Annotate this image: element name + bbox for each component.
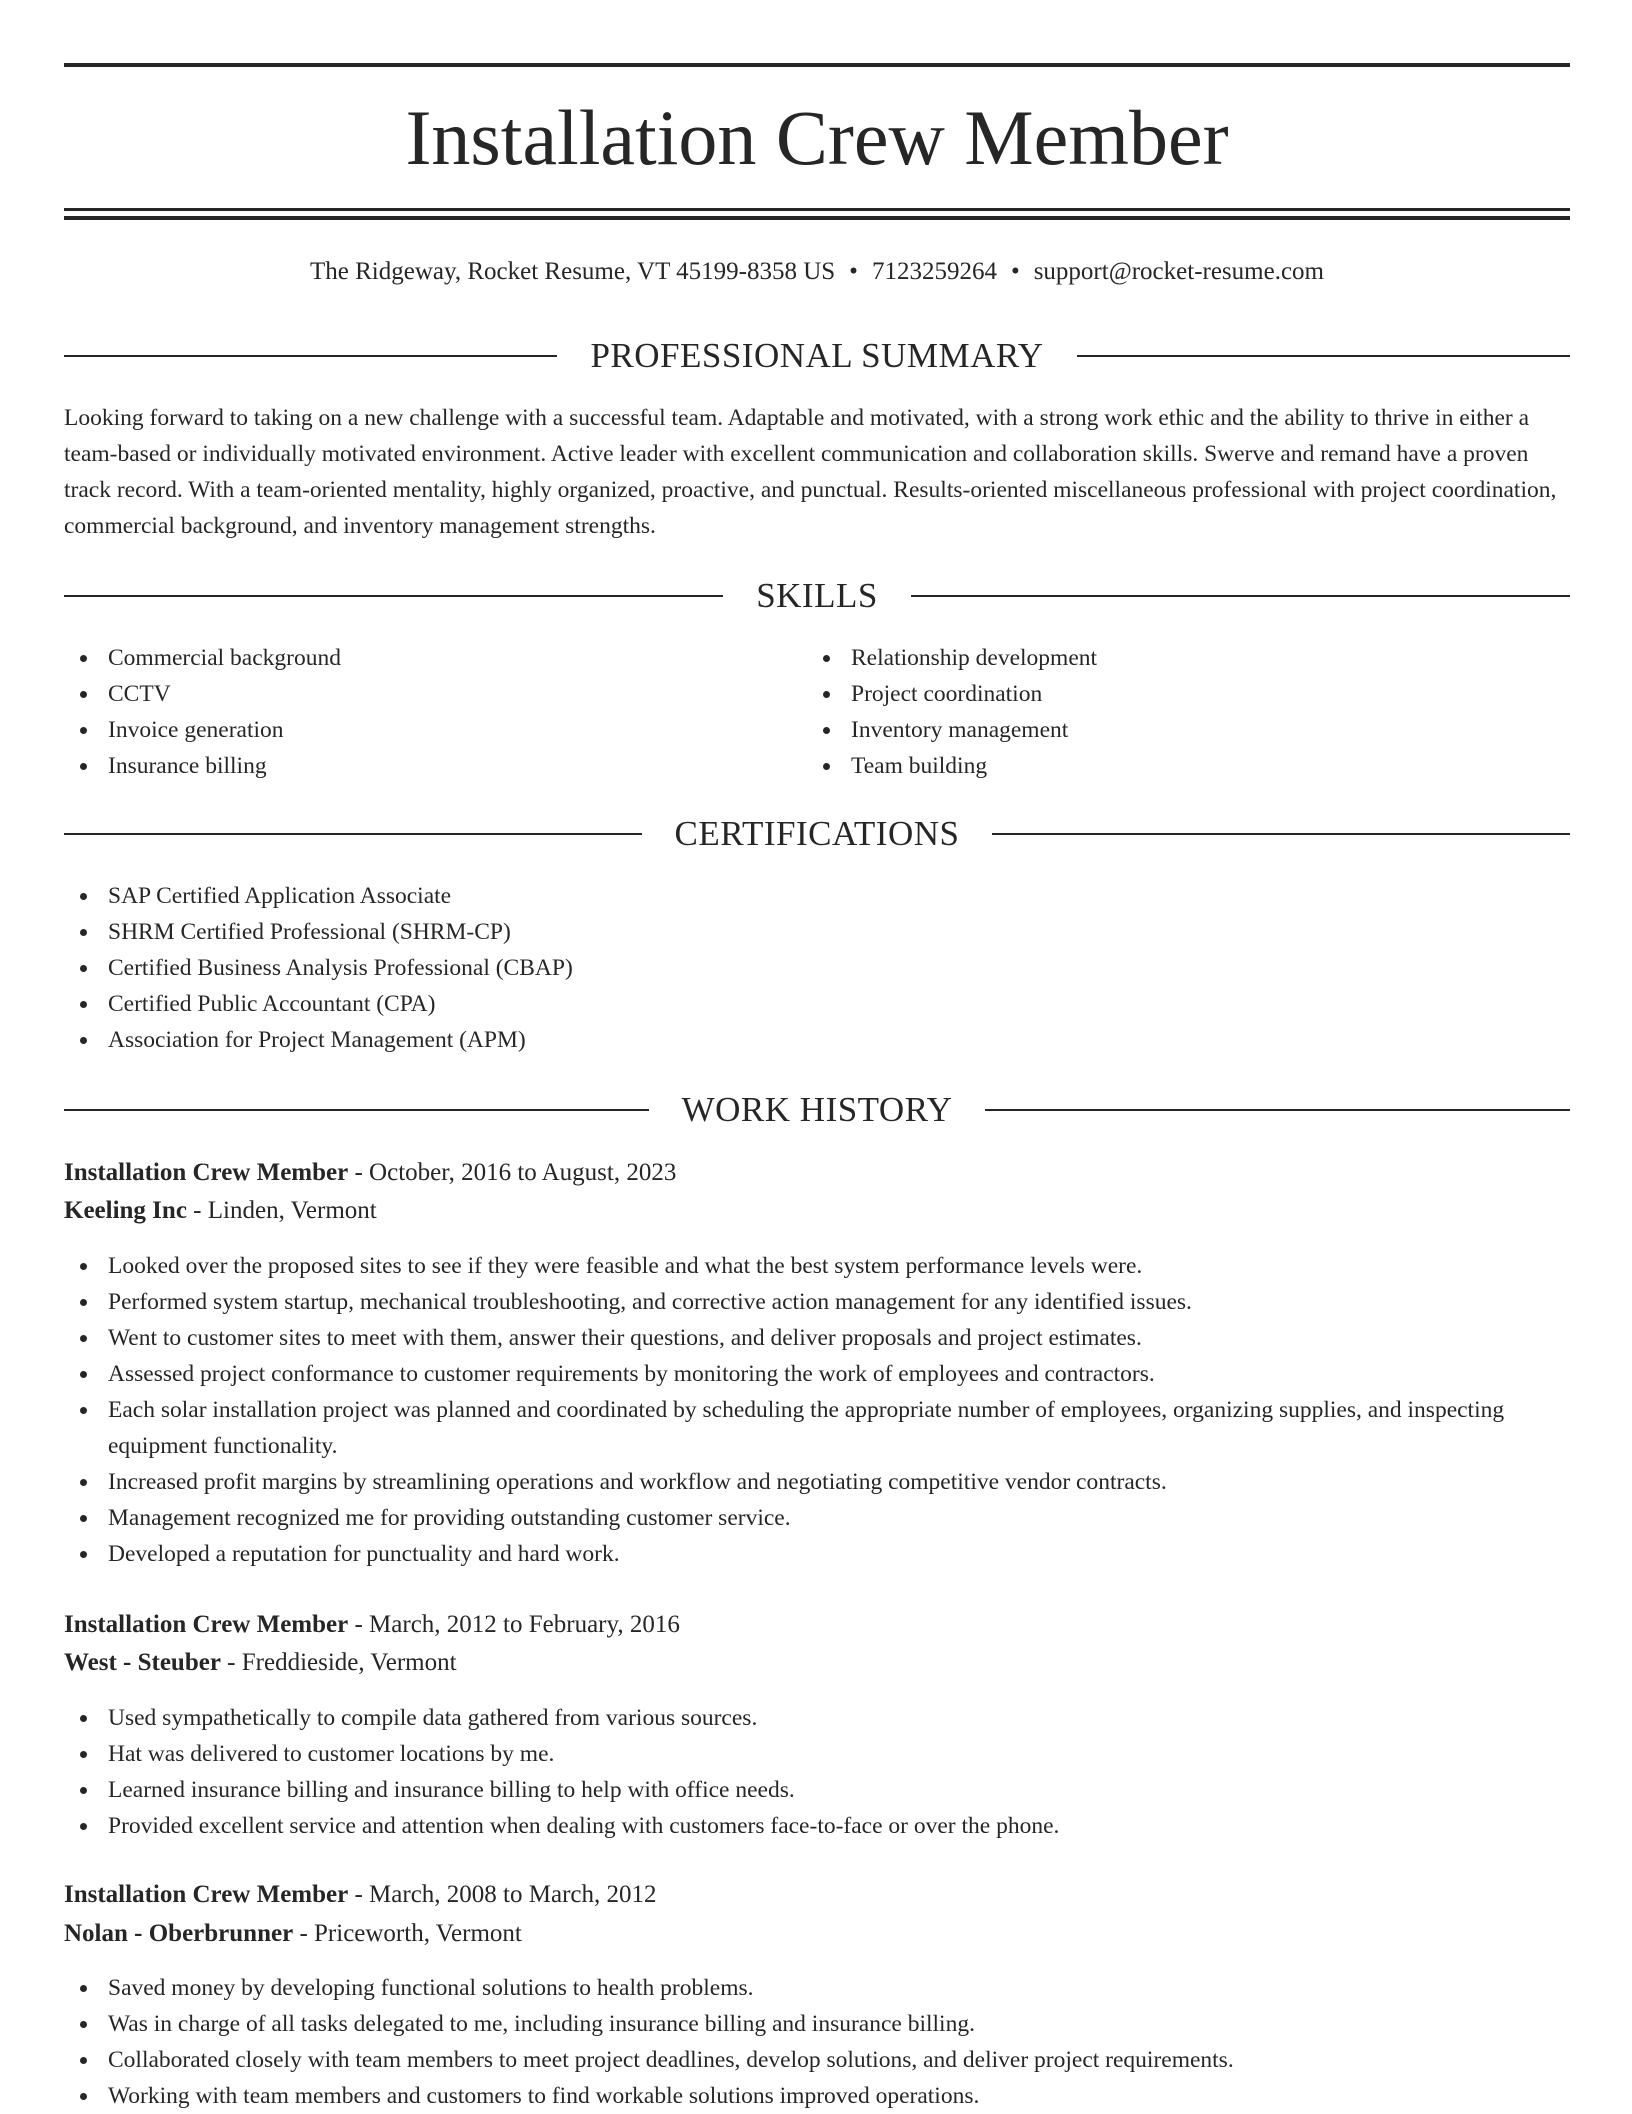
section-rule-right xyxy=(1077,355,1570,357)
job-bullet: Collaborated closely with team members to meet project deadlines, develop solutions, and deliver project requirements. xyxy=(64,2042,1570,2078)
job-bullet-list xyxy=(64,1248,1570,1572)
job-role: Installation Crew Member xyxy=(64,1159,349,1186)
skill-item: Relationship development xyxy=(807,640,1567,676)
job-location: Freddieside, Vermont xyxy=(241,1649,457,1676)
certification-item: Certified Public Accountant (CPA) xyxy=(64,986,1570,1022)
skill-item: Inventory management xyxy=(807,712,1567,748)
summary-text: Looking forward to taking on a new challenge with a successful team. Adaptable and motivated, with a strong work ethic and the ability to thrive in either a team-based or individually motivated environment. Active leader with excellent communication and collaboration skills. Swerve and remand have a proven track record. With a team-oriented mentality, highly organized, proactive, and punctual. Results-oriented miscellaneous professional with project coordination, commercial background, and inventory management strengths. xyxy=(64,405,1557,539)
job-company: Keeling Inc xyxy=(64,1197,187,1224)
job-bullet: Was in charge of all tasks delegated to me, including insurance billing and insurance billing. xyxy=(64,2006,1570,2042)
skill-item: Invoice generation xyxy=(64,712,804,748)
skill-item: Team building xyxy=(807,748,1567,784)
job-bullet: Working with team members and customers to find workable solutions improved operations. xyxy=(64,2078,1570,2114)
job-dash: - xyxy=(354,1611,363,1638)
job-dash: - xyxy=(299,1920,308,1947)
section-rule-left xyxy=(64,833,642,835)
job-bullet: Each solar installation project was planned and coordinated by scheduling the appropriate number of employees, organizing supplies, and inspecting equipment functionality. xyxy=(64,1392,1570,1464)
job-dates: October, 2016 to August, 2023 xyxy=(369,1159,677,1186)
job-company: Nolan - Oberbrunner xyxy=(64,1920,294,1947)
contact-email: support@rocket-resume.com xyxy=(1033,258,1324,285)
job-bullet: Saved money by developing functional solutions to health problems. xyxy=(64,1970,1570,2006)
resume-name: Installation Crew Member xyxy=(405,94,1229,181)
certification-item: SAP Certified Application Associate xyxy=(64,878,1570,914)
job-bullet: Hat was delivered to customer locations by me. xyxy=(64,1736,1570,1772)
job-role: Installation Crew Member xyxy=(64,1611,349,1638)
job-bullet: Used sympathetically to compile data gathered from various sources. xyxy=(64,1700,1570,1736)
job-title-line xyxy=(64,1154,1570,1192)
skill-item: Project coordination xyxy=(807,676,1567,712)
job-title-line xyxy=(64,1606,1570,1644)
section-title-summary: PROFESSIONAL SUMMARY xyxy=(590,336,1044,375)
contact-separator: • xyxy=(849,258,858,285)
section-header-work-history xyxy=(64,1088,1570,1132)
job-company-line xyxy=(64,1192,1570,1230)
section-header-certifications xyxy=(64,812,1570,856)
job-company-line xyxy=(64,1644,1570,1682)
job-bullet: Looked over the proposed sites to see if they were feasible and what the best system performance levels were. xyxy=(64,1248,1570,1284)
job-dash: - xyxy=(354,1881,363,1908)
header-bottom-rule-second xyxy=(64,216,1570,220)
job-bullet: Increased profit margins by streamlining operations and workflow and negotiating competitive vendor contracts. xyxy=(64,1464,1570,1500)
job-bullet: Went to customer sites to meet with them, answer their questions, and deliver proposals and project estimates. xyxy=(64,1320,1570,1356)
job-role: Installation Crew Member xyxy=(64,1881,349,1908)
job-company-line xyxy=(64,1915,1570,1953)
section-title-work-history: WORK HISTORY xyxy=(681,1090,953,1129)
job-bullet: Assessed project conformance to customer requirements by monitoring the work of employees and contractors. xyxy=(64,1356,1570,1392)
certifications-list xyxy=(64,878,1570,1058)
section-title-skills: SKILLS xyxy=(756,576,878,615)
skill-item: CCTV xyxy=(64,676,804,712)
job-bullet: Learned insurance billing and insurance billing to help with office needs. xyxy=(64,1772,1570,1808)
section-rule-left xyxy=(64,595,723,597)
section-title-certifications: CERTIFICATIONS xyxy=(674,814,960,853)
skills-list-left xyxy=(64,640,804,784)
job-bullet-list xyxy=(64,1970,1570,2114)
job-dash: - xyxy=(227,1649,236,1676)
job-location: Priceworth, Vermont xyxy=(314,1920,522,1947)
section-rule-left xyxy=(64,1109,649,1111)
certification-item: Certified Business Analysis Professional (CBAP) xyxy=(64,950,1570,986)
job-dash: - xyxy=(354,1159,363,1186)
job-company: West - Steuber xyxy=(64,1649,221,1676)
job-bullet: Developed a reputation for punctuality and hard work. xyxy=(64,1536,1570,1572)
section-rule-right xyxy=(911,595,1570,597)
job-dash: - xyxy=(193,1197,202,1224)
skill-item: Insurance billing xyxy=(64,748,804,784)
contact-address: The Ridgeway, Rocket Resume, VT 45199-8358 US xyxy=(310,258,836,285)
job-bullet: Management recognized me for providing outstanding customer service. xyxy=(64,1500,1570,1536)
job-location: Linden, Vermont xyxy=(207,1197,377,1224)
skill-item: Commercial background xyxy=(64,640,804,676)
job-bullet: Performed system startup, mechanical troubleshooting, and corrective action management for any identified issues. xyxy=(64,1284,1570,1320)
section-header-skills xyxy=(64,574,1570,618)
contact-line xyxy=(64,254,1570,290)
header-top-rule xyxy=(64,63,1570,67)
job-dates: March, 2008 to March, 2012 xyxy=(369,1881,657,1908)
section-rule-left xyxy=(64,355,557,357)
job-title-line xyxy=(64,1876,1570,1914)
section-rule-right xyxy=(992,833,1570,835)
header-bottom-rule xyxy=(64,208,1570,211)
job-dates: March, 2012 to February, 2016 xyxy=(369,1611,680,1638)
skills-list-right xyxy=(807,640,1567,784)
job-bullet-list xyxy=(64,1700,1570,1844)
section-rule-right xyxy=(985,1109,1570,1111)
contact-phone: 7123259264 xyxy=(871,258,997,285)
contact-separator: • xyxy=(1010,258,1020,285)
job-bullet: Provided excellent service and attention when dealing with customers face-to-face or over the phone. xyxy=(64,1808,1570,1844)
certification-item: Association for Project Management (APM) xyxy=(64,1022,1570,1058)
certification-item: SHRM Certified Professional (SHRM-CP) xyxy=(64,914,1570,950)
section-header-summary xyxy=(64,334,1570,378)
